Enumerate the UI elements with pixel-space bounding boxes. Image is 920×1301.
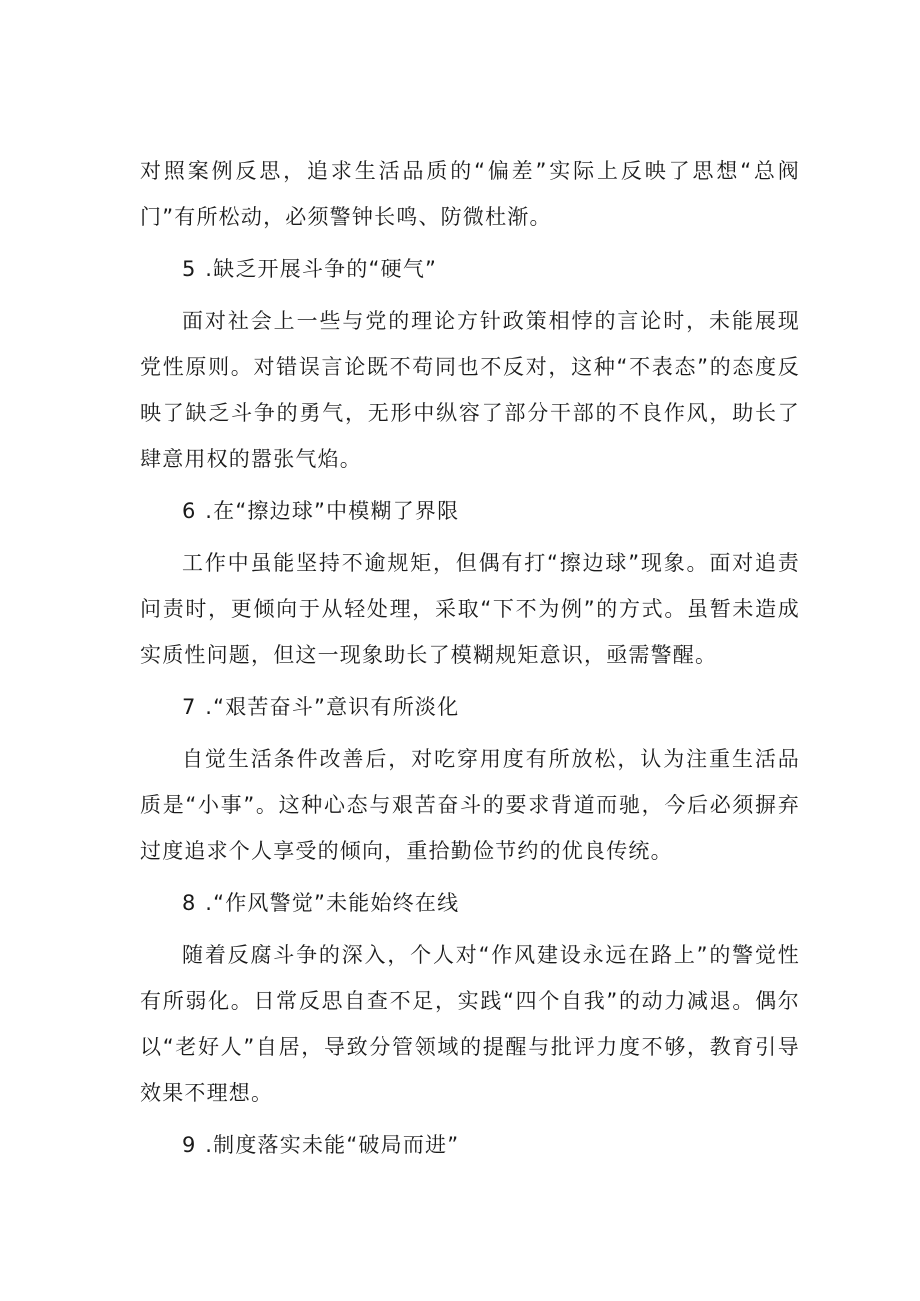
document-content	[140, 148, 800, 1174]
section-number: 8	[182, 891, 198, 915]
section-heading: 9 .制度落实未能“破局而进”	[182, 1133, 460, 1157]
section-heading: 7 .“艰苦奋斗”意识有所淡化	[182, 695, 460, 719]
section-body: 随着反腐斗争的深入，个人对“作风建设永远在路上”的警觉性有所弱化。日常反思自查不足，实践“四个自我”的动力减退。偶尔以“老好人”自居，导致分管领域的提醒与批评力度不够，教育引导效果不理想。	[140, 943, 800, 1105]
section-heading: 6 .在“擦边球”中模糊了界限	[182, 499, 460, 523]
section-number: 6	[182, 499, 198, 523]
section-body: 面对社会上一些与党的理论方针政策相悖的言论时，未能展现党性原则。对错误言论既不苟同也不反对，这种“不表态”的态度反映了缺乏斗争的勇气，无形中纵容了部分干部的不良作风，助长了肆意用权的嚣张气焰。	[140, 309, 800, 471]
section-6	[140, 488, 800, 678]
section-body: 自觉生活条件改善后，对吃穿用度有所放松，认为注重生活品质是“小事”。这种心态与艰苦奋斗的要求背道而驰，今后必须摒弃过度追求个人享受的倾向，重拾勤俭节约的优良传统。	[140, 747, 800, 863]
section-number: 7	[182, 695, 198, 719]
section-number: 5	[182, 257, 198, 281]
section-title: “作风警觉”未能始终在线	[213, 891, 460, 915]
section-title: 缺乏开展斗争的“硬气”	[213, 257, 438, 281]
section-heading: 5 .缺乏开展斗争的“硬气”	[182, 257, 438, 281]
section-number: 9	[182, 1133, 198, 1157]
section-body: 工作中虽能坚持不逾规矩，但偶有打“擦边球”现象。面对追责问责时，更倾向于从轻处理，采取“下不为例”的方式。虽暂未造成实质性问题，但这一现象助长了模糊规矩意识，亟需警醒。	[140, 551, 800, 667]
section-9	[140, 1122, 800, 1168]
section-8	[140, 880, 800, 1116]
section-title: 制度落实未能“破局而进”	[213, 1133, 460, 1157]
section-heading: 8 .“作风警觉”未能始终在线	[182, 891, 460, 915]
section-title: 在“擦边球”中模糊了界限	[213, 499, 460, 523]
section-5	[140, 246, 800, 482]
section-title: “艰苦奋斗”意识有所淡化	[213, 695, 460, 719]
opening-paragraph: 对照案例反思，追求生活品质的“偏差”实际上反映了思想“总阀门”有所松动，必须警钟长鸣、防微杜渐。	[140, 159, 800, 229]
section-7	[140, 684, 800, 874]
